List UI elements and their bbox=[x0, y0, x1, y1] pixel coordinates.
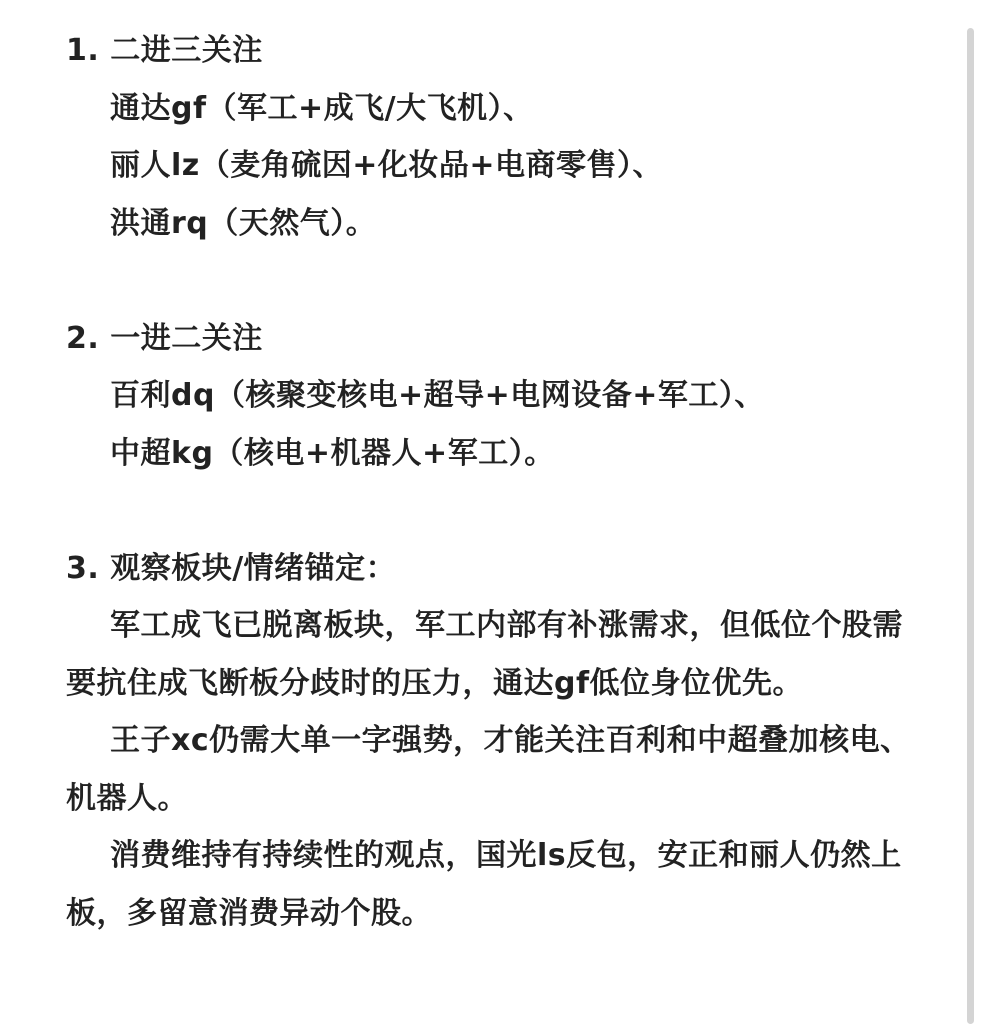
list-item: 百利dq（核聚变核电+超导+电网设备+军工）、 bbox=[110, 378, 765, 413]
spacer bbox=[66, 482, 916, 540]
section-1 bbox=[66, 22, 916, 252]
section-heading: 1. 二进三关注 bbox=[66, 33, 263, 68]
scrollbar[interactable] bbox=[967, 28, 974, 1024]
list-item: 通达gf（军工+成飞/大飞机）、 bbox=[110, 90, 534, 126]
paragraph: 消费维持有持续性的观点，国光ls反包，安正和丽人仍然上板，多留意消费异动个股。 bbox=[66, 838, 902, 931]
section-3 bbox=[66, 540, 916, 943]
spacer bbox=[66, 252, 916, 310]
section-heading: 3. 观察板块/情绪锚定： bbox=[66, 550, 397, 586]
paragraph: 王子xc仍需大单一字强势，才能关注百利和中超叠加核电、机器人。 bbox=[66, 723, 911, 816]
section-2 bbox=[66, 310, 916, 483]
article-body bbox=[66, 22, 916, 942]
list-item: 中超kg（核电+机器人+军工）。 bbox=[110, 435, 555, 471]
list-item: 洪通rq（天然气）。 bbox=[110, 205, 377, 241]
paragraph: 军工成飞已脱离板块，军工内部有补涨需求，但低位个股需要抗住成飞断板分歧时的压力，通达gf低位身位优先。 bbox=[66, 608, 903, 701]
section-heading: 2. 一进二关注 bbox=[66, 320, 263, 356]
list-item: 丽人lz（麦角硫因+化妆品+电商零售）、 bbox=[110, 148, 664, 183]
